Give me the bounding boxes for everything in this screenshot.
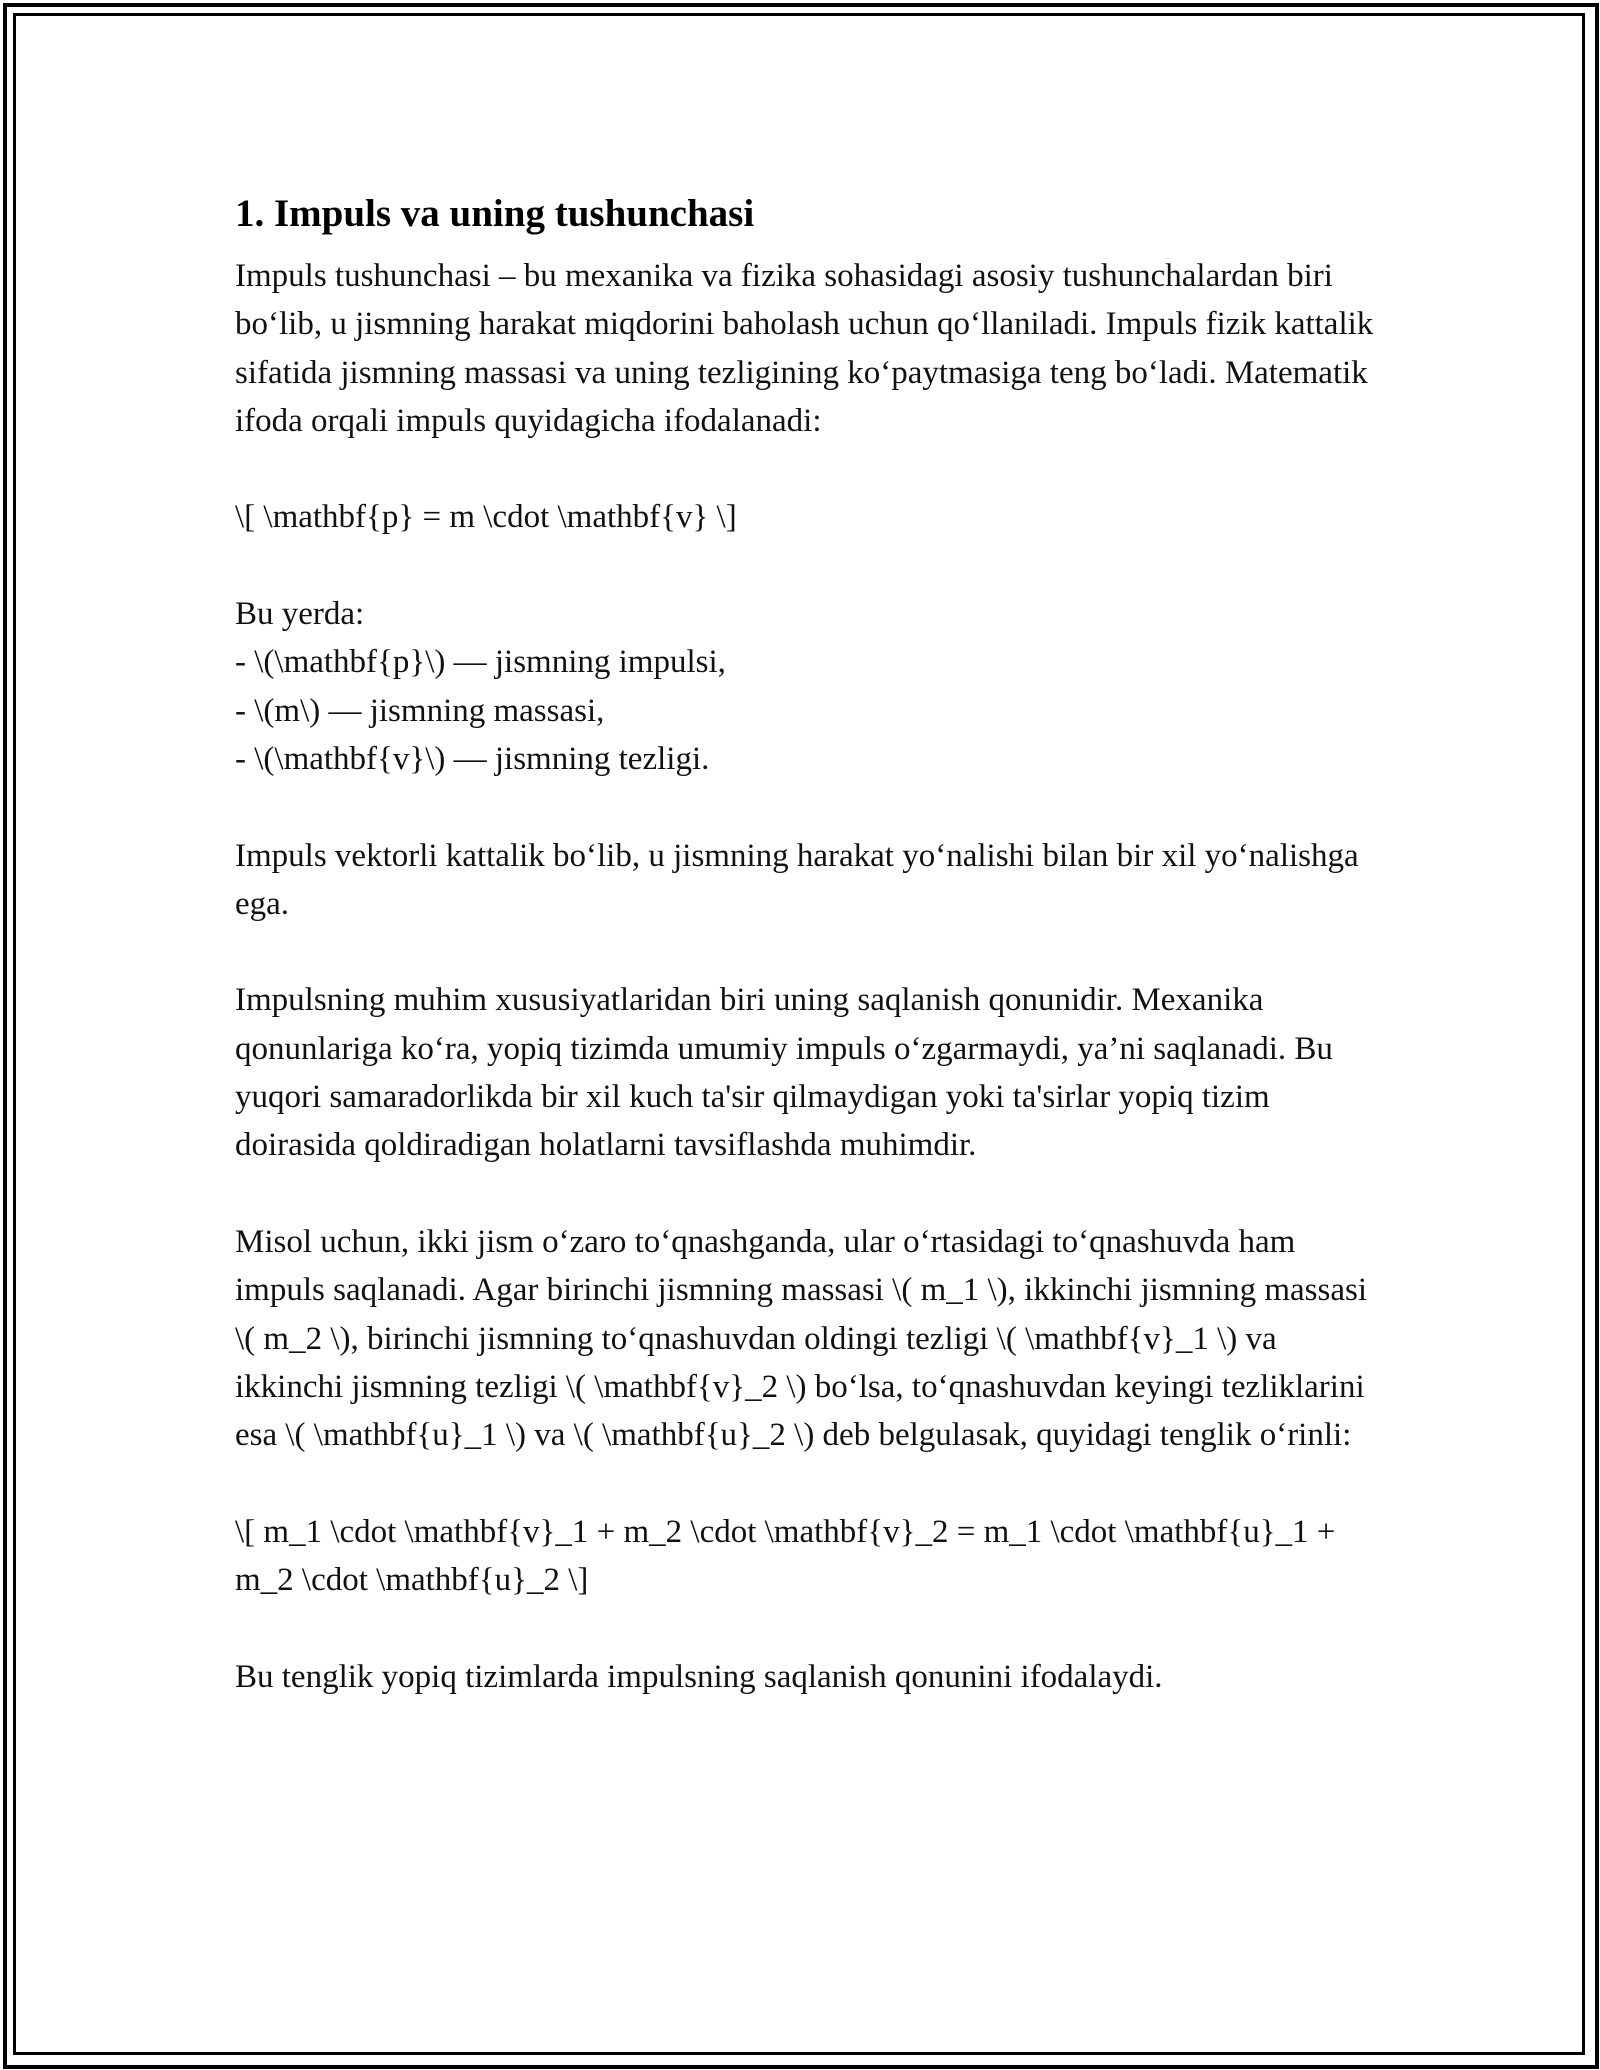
vector-paragraph: Impuls vektorli kattalik bo‘lib, u jismning harakat yo‘nalishi bilan bir xil yo‘nalishga ega. — [235, 837, 1359, 922]
closing-paragraph: Bu tenglik yopiq tizimlarda impulsning saqlanish qonunini ifodalaydi. — [235, 1658, 1163, 1695]
formula-conservation: \[ m_1 \cdot \mathbf{v}_1 + m_2 \cdot \mathbf{v}_2 = m_1 \cdot \mathbf{u}_1 + m_2 \cdot \mathbf{u}_2 \] — [235, 1513, 1336, 1599]
definition-item: - \(\mathbf{p}\) — jismning impulsi, — [235, 644, 726, 681]
conservation-paragraph: Impulsning muhim xususiyatlaridan biri uning saqlanish qonunidir. Mexanika qonunlariga ko‘ra, yopiq tizimda umumiy impuls o‘zgarmaydi, ya’ni saqlanadi. Bu yuqori samaradorlikda bir xil kuch ta'sir qilmaydigan yoki ta'sirlar yopiq tizim doirasida qoldiradigan holatlarni tavsiflashda muhimdir. — [235, 982, 1333, 1164]
document-body — [235, 188, 1375, 1749]
definitions-list — [235, 590, 1375, 783]
intro-paragraph: Impuls tushunchasi – bu mexanika va fizika sohasidagi asosiy tushunchalardan biri bo‘lib, u jismning harakat miqdorini baholash uchun qo‘llaniladi. Impuls fizik kattalik sifatida jismning massasi va uning tezligining ko‘paytmasiga teng bo‘ladi. Matematik ifoda orqali impuls quyidagicha ifodalanadi: — [235, 258, 1374, 439]
definition-item: - \(m\) — jismning massasi, — [235, 692, 605, 729]
definition-item: - \(\mathbf{v}\) — jismning tezligi. — [235, 740, 710, 777]
definitions-label: Bu yerda: — [235, 596, 365, 633]
example-paragraph: Misol uchun, ikki jism o‘zaro to‘qnashganda, ular o‘rtasidagi to‘qnashuvda ham impuls saqlanadi. Agar birinchi jismning massasi \( m_1 \), ikkinchi jismning massasi \( m_2 \), birinchi jismning to‘qnashuvdan oldingi tezligi \( \mathbf{v}_1 \) va ikkinchi jismning tezligi \( \mathbf{v}_2 \) bo‘lsa, to‘qnashuvdan keyingi tezliklarini esa \( \mathbf{u}_1 \) va \( \mathbf{u}_2 \) deb belgulasak, quyidagi tenglik o‘rinli: — [235, 1223, 1367, 1454]
formula-momentum: \[ \mathbf{p} = m \cdot \mathbf{v} \] — [235, 499, 737, 536]
section-heading: 1. Impuls va uning tushunchasi — [235, 192, 755, 235]
